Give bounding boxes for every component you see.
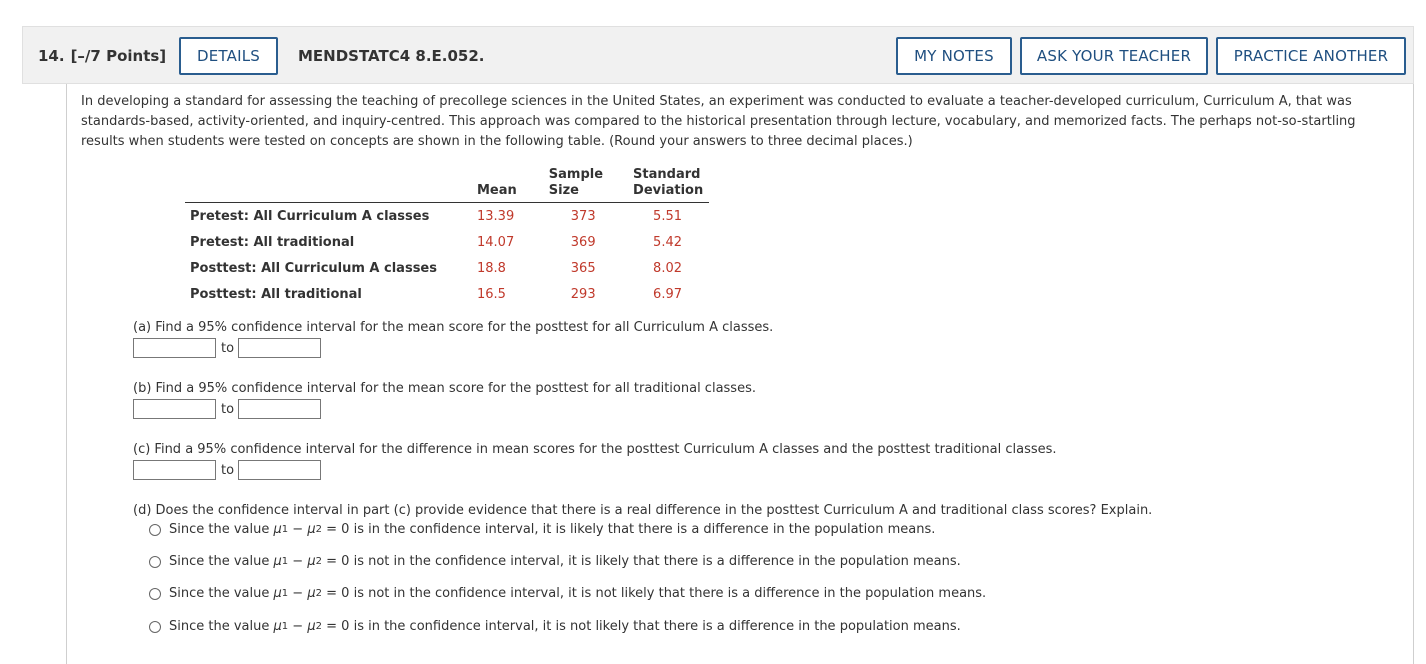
to-label: to — [221, 462, 235, 478]
table-row — [185, 255, 709, 281]
sample-size-value: 365 — [570, 260, 596, 276]
std-value: 5.42 — [653, 234, 682, 250]
question-number — [38, 47, 166, 65]
details-button[interactable]: DETAILS — [179, 37, 278, 75]
part-a-lower-input[interactable] — [133, 338, 216, 358]
std-value: 8.02 — [653, 260, 682, 276]
points-label: [–/7 Points] — [70, 47, 167, 65]
option-4[interactable]: Since the value μ 1 − μ 2 = 0 is in the confidence interval, it is not likely that there is a difference in the population means. — [149, 619, 961, 634]
radio-button[interactable] — [149, 621, 161, 633]
option-3-text: is not in the confidence interval, it is not likely that there is a difference in the population means. — [353, 586, 987, 601]
option-4-text: is in the confidence interval, it is not likely that there is a difference in the population means. — [353, 619, 961, 634]
to-label: to — [221, 401, 235, 417]
radio-button[interactable] — [149, 588, 161, 600]
question-number-text: 14. — [38, 47, 65, 65]
practice-another-button[interactable]: PRACTICE ANOTHER — [1216, 37, 1406, 75]
radio-button[interactable] — [149, 556, 161, 568]
option-3[interactable]: Since the value μ 1 − μ 2 = 0 is not in the confidence interval, it is not likely that there is a difference in the population means. — [149, 586, 986, 601]
part-c-prompt: (c) Find a 95% confidence interval for the difference in mean scores for the posttest Curriculum A classes and the posttest traditional classes. — [133, 442, 1057, 457]
part-d-prompt: (d) Does the confidence interval in part (c) provide evidence that there is a real difference in the posttest Curriculum A and traditional class scores? Explain. — [133, 503, 1153, 518]
part-a-prompt: (a) Find a 95% confidence interval for the mean score for the posttest for all Curriculum A classes. — [133, 320, 774, 335]
mean-value: 14.07 — [477, 234, 515, 250]
std-value: 5.51 — [653, 208, 682, 224]
row-label: Posttest: All traditional — [190, 286, 362, 302]
option-2-text: is not in the confidence interval, it is likely that there is a difference in the population means. — [353, 554, 961, 569]
sample-size-value: 369 — [570, 234, 596, 250]
row-label: Posttest: All Curriculum A classes — [190, 260, 437, 276]
part-b-prompt: (b) Find a 95% confidence interval for the mean score for the posttest for all traditional classes. — [133, 381, 756, 396]
part-c-lower-input[interactable] — [133, 460, 216, 480]
table-row — [185, 229, 709, 255]
sample-size-value: 293 — [570, 286, 596, 302]
mean-value: 18.8 — [477, 260, 506, 276]
problem-intro: In developing a standard for assessing the teaching of precollege sciences in the United States, an experiment was conducted to evaluate a teacher-developed curriculum, Curriculum A, that was standards-based, activity-oriented, and inquiry-centred. This approach was compared to the historical presentation through lecture, vocabulary, and memorized facts. The perhaps not-so-startling results when students were tested on concepts are shown in the following table. (Round your answers to three decimal places.) — [81, 94, 1356, 149]
option-2[interactable]: Since the value μ 1 − μ 2 = 0 is not in the confidence interval, it is likely that there is a difference in the population means. — [149, 554, 961, 569]
question-header — [22, 26, 1414, 84]
table-row — [185, 203, 709, 230]
row-label: Pretest: All Curriculum A classes — [190, 208, 430, 224]
ask-teacher-button[interactable]: ASK YOUR TEACHER — [1020, 37, 1208, 75]
to-label: to — [221, 340, 235, 356]
row-label: Pretest: All traditional — [190, 234, 355, 250]
part-c-upper-input[interactable] — [238, 460, 321, 480]
mean-value: 13.39 — [477, 208, 515, 224]
sample-size-value: 373 — [570, 208, 596, 224]
part-b-lower-input[interactable] — [133, 399, 216, 419]
part-a-answer — [133, 338, 321, 358]
problem-code: MENDSTATC4 8.E.052. — [298, 47, 485, 65]
table-header-row — [185, 167, 709, 203]
header-sample-size: Sample Size — [545, 167, 629, 203]
option-1-text: is in the confidence interval, it is likely that there is a difference in the population means. — [353, 522, 936, 537]
header-blank — [185, 167, 473, 203]
part-a-upper-input[interactable] — [238, 338, 321, 358]
table-row — [185, 281, 709, 307]
std-value: 6.97 — [653, 286, 682, 302]
mean-value: 16.5 — [477, 286, 506, 302]
part-b-upper-input[interactable] — [238, 399, 321, 419]
radio-button[interactable] — [149, 524, 161, 536]
option-1[interactable]: Since the value μ 1 − μ 2 = 0 is in the confidence interval, it is likely that there is a difference in the population means. — [149, 522, 935, 537]
data-table — [185, 167, 709, 307]
part-b-answer — [133, 399, 321, 419]
part-c-answer — [133, 460, 321, 480]
header-mean: Mean — [473, 167, 545, 203]
header-std-deviation: Standard Deviation — [629, 167, 709, 203]
my-notes-button[interactable]: MY NOTES — [896, 37, 1012, 75]
